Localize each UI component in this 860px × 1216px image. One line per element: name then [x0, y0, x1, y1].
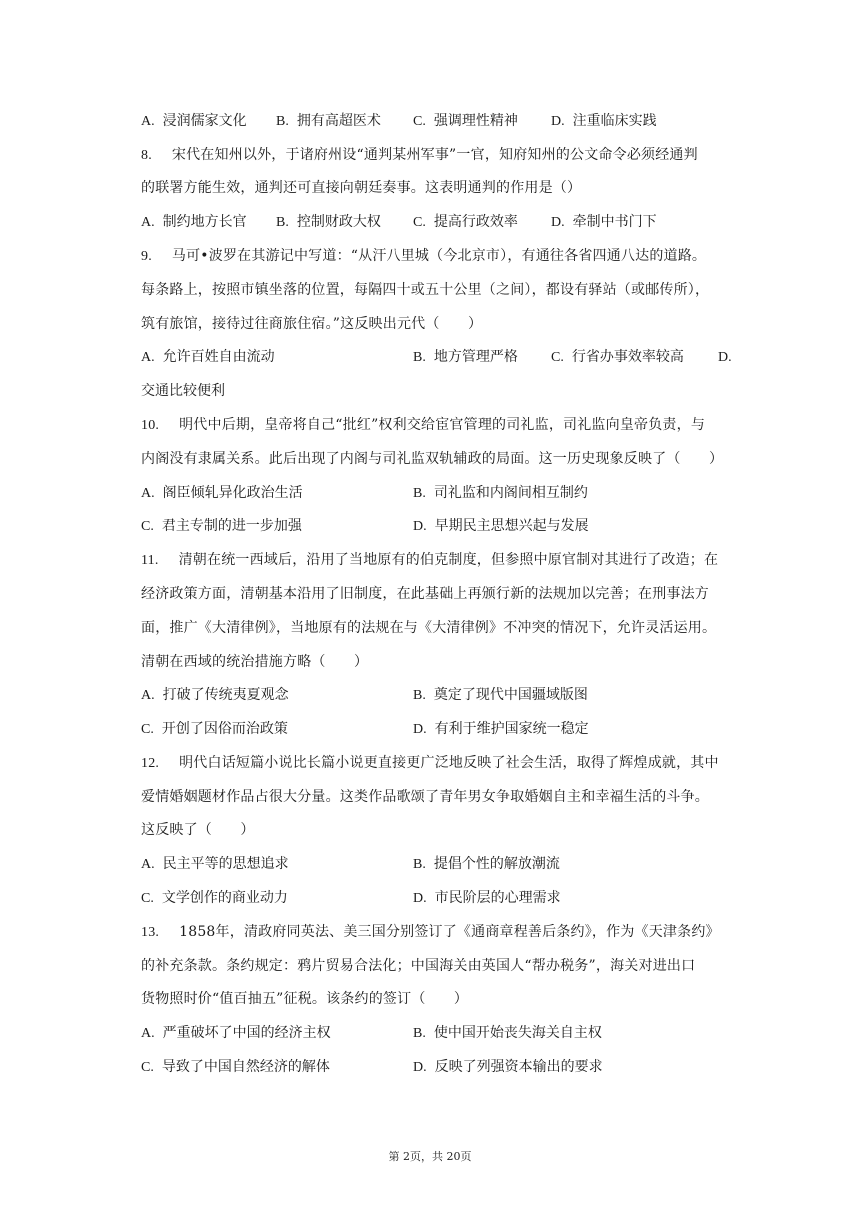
q8-stem-line-1: 8. 宋代在知州以外，于诸府州设“通判某州军事”一官，知府知州的公文命令必须经通判 [141, 147, 698, 163]
q11-stem-line-2: 经济政策方面，清朝基本沿用了旧制度，在此基础上再颁行新的法规加以完善；在刑事法方 [141, 586, 709, 602]
q9-stem-line-2: 每条路上，按照市镇坐落的位置，每隔四十或五十公里（之间），都设有驿站（或邮传所）， [141, 282, 710, 298]
q7-option-d: D. 注重临床实践 [551, 113, 657, 129]
q10-stem-line-2: 内阁没有隶属关系。此后出现了内阁与司礼监双轨辅政的局面。这一历史现象反映了（ ） [141, 451, 724, 467]
q8-option-a: A. 制约地方长官 [141, 214, 247, 230]
q12-option-c: C. 文学创作的商业动力 [141, 890, 288, 906]
q12-stem-line-3: 这反映了（ ） [141, 822, 255, 838]
q8-option-b: B. 控制财政大权 [276, 214, 381, 230]
q7-option-b: B. 拥有高超医术 [276, 113, 381, 129]
q11-option-d: D. 有利于维护国家统一稳定 [413, 721, 589, 737]
q13-option-c: C. 导致了中国自然经济的解体 [141, 1059, 330, 1075]
q13-option-a: A. 严重破坏了中国的经济主权 [141, 1025, 331, 1041]
q13-stem-line-2: 的补充条款。条约规定：鸦片贸易合法化；中国海关由英国人“帮办税务”，海关对进出口 [141, 958, 696, 974]
q9-option-d: D. [718, 350, 732, 365]
q7-option-a: A. 浸润儒家文化 [141, 113, 247, 129]
q11-stem-line-1: 11. 清朝在统一西域后，沿用了当地原有的伯克制度，但参照中原官制对其进行了改造；在 [141, 552, 719, 568]
q11-option-c: C. 开创了因俗而治政策 [141, 721, 288, 737]
q8-option-d: D. 牵制中书门下 [551, 214, 657, 230]
q9-option-d-continuation: 交通比较便利 [141, 383, 225, 399]
q10-option-a: A. 阁臣倾轧异化政治生活 [141, 485, 303, 501]
q11-option-b: B. 奠定了现代中国疆域版图 [413, 687, 588, 703]
q12-stem-line-2: 爱情婚姻题材作品占很大分量。这类作品歌颂了青年男女争取婚姻自主和幸福生活的斗争。 [141, 789, 709, 805]
q9-stem-line-3: 筑有旅馆，接待过往商旅住宿。”这反映出元代（ ） [141, 316, 483, 332]
q11-stem-line-3: 面，推广《大清律例》，当地原有的法规在与《大清律例》不冲突的情况下，允许灵活运用。 [141, 620, 717, 636]
q13-stem-line-1: 13. 1858年，清政府同英法、美三国分别签订了《通商章程善后条约》，作为《天津条约》 [141, 924, 720, 940]
q9-option-a: A. 允许百姓自由流动 [141, 349, 275, 365]
q9-stem-line-1: 9. 马可•波罗在其游记中写道：“从汗八里城（今北京市），有通往各省四通八达的道路。 [141, 248, 707, 264]
q13-option-d: D. 反映了列强资本输出的要求 [413, 1059, 603, 1075]
q13-stem-line-3: 货物照时价“值百抽五”征税。该条约的签订（ ） [141, 991, 469, 1007]
q10-stem-line-1: 10. 明代中后期，皇帝将自己“批红”权利交给宦官管理的司礼监，司礼监向皇帝负责，与 [141, 417, 706, 433]
page-number-footer: 第 2页，共 20页 [388, 1150, 472, 1163]
q11-stem-line-4: 清朝在西域的统治措施方略（ ） [141, 654, 369, 670]
q11-option-a: A. 打破了传统夷夏观念 [141, 687, 289, 703]
q9-option-b: B. 地方管理严格 [413, 349, 518, 365]
q7-option-c: C. 强调理性精神 [413, 113, 518, 129]
q10-option-b: B. 司礼监和内阁间相互制约 [413, 485, 588, 501]
q12-option-b: B. 提倡个性的解放潮流 [413, 856, 560, 872]
q12-option-a: A. 民主平等的思想追求 [141, 856, 289, 872]
q12-stem-line-1: 12. 明代白话短篇小说比长篇小说更直接更广泛地反映了社会生活，取得了辉煌成就，其中 [141, 755, 719, 771]
q8-stem-line-2: 的联署方能生效，通判还可直接向朝廷奏事。这表明通判的作用是（） [141, 180, 582, 196]
q13-option-b: B. 使中国开始丧失海关自主权 [413, 1025, 602, 1041]
q12-option-d: D. 市民阶层的心理需求 [413, 890, 561, 906]
q8-option-c: C. 提高行政效率 [413, 214, 518, 230]
q9-option-c: C. 行省办事效率较高 [551, 349, 684, 365]
q10-option-d: D. 早期民主思想兴起与发展 [413, 518, 589, 534]
q10-option-c: C. 君主专制的进一步加强 [141, 518, 302, 534]
